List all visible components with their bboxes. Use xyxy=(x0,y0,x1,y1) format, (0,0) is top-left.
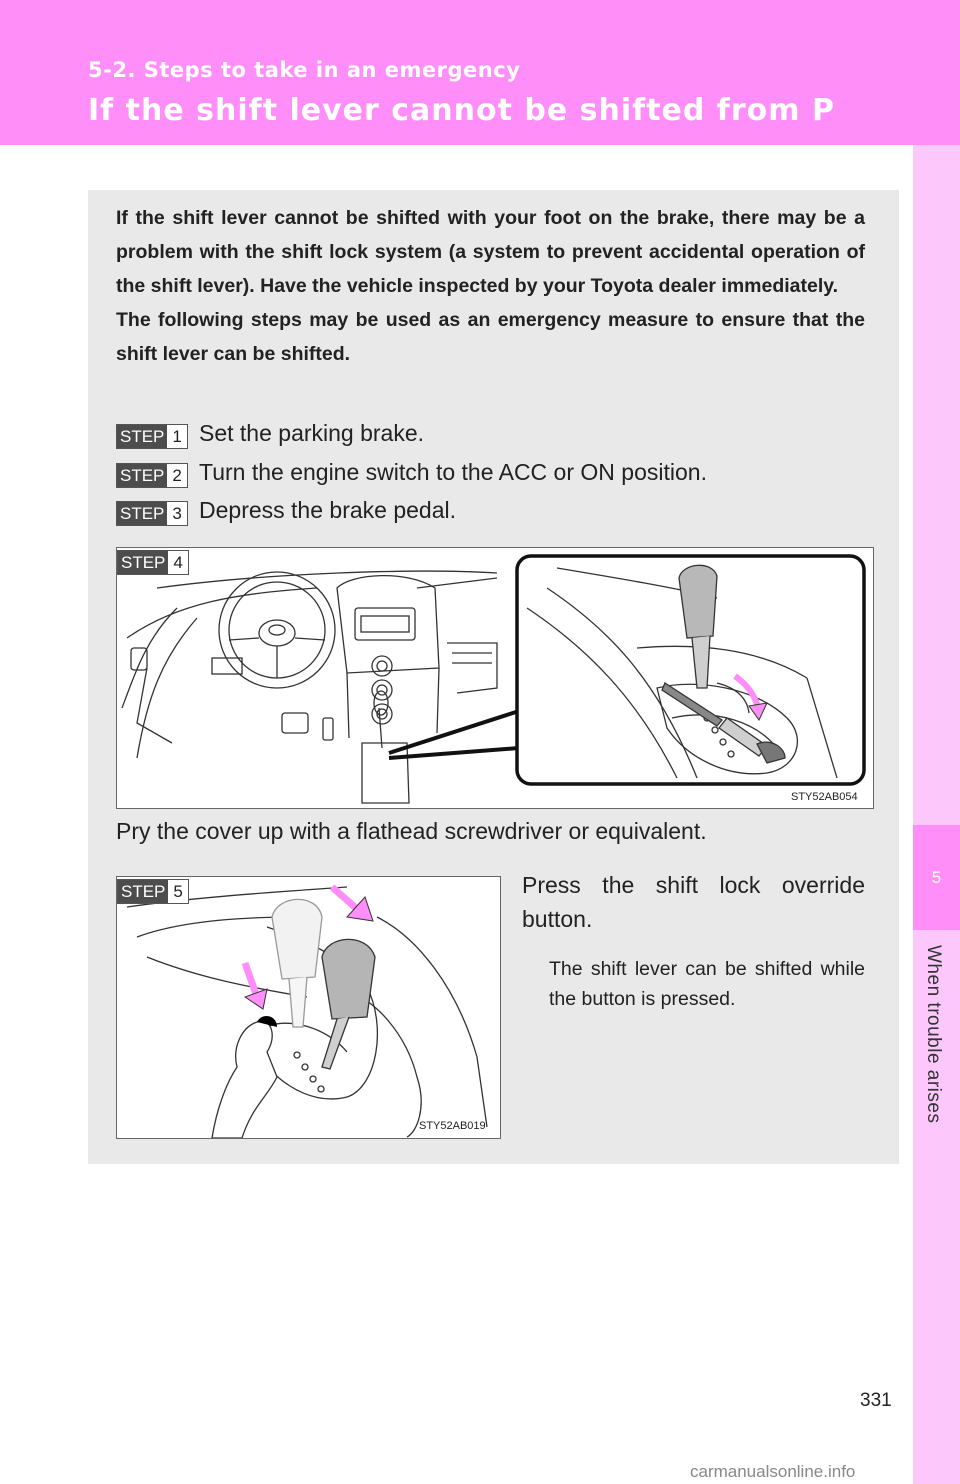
step-badge-number: 1 xyxy=(167,425,186,448)
dashboard-shift-cover-illustration-icon xyxy=(117,548,873,808)
step-text: Set the parking brake. xyxy=(199,420,425,446)
step-badge xyxy=(116,424,188,449)
step-badge-number: 5 xyxy=(168,880,187,903)
step-4-caption: Pry the cover up with a flathead screwdriver or equivalent. xyxy=(116,818,707,844)
step-badge-number: 2 xyxy=(167,464,186,487)
step-badge xyxy=(116,501,188,526)
section-label: 5-2. Steps to take in an emergency xyxy=(88,58,521,82)
intro-text xyxy=(116,201,865,371)
side-strip xyxy=(913,145,960,1484)
chapter-number: 5 xyxy=(931,868,942,887)
shift-lock-override-illustration-icon xyxy=(117,877,500,1138)
step-badge-word: STEP xyxy=(117,425,167,448)
step-badge-number: 3 xyxy=(167,502,186,525)
figure-shift-lock xyxy=(116,876,501,1139)
watermark: carmanualsonline.info xyxy=(690,1462,856,1481)
step-5-text: Press the shift lock override button. xyxy=(522,872,865,932)
intro-paragraph-1: If the shift lever cannot be shifted with your foot on the brake, there may be a problem with the shift lock system (a system to prevent accidental operation of the shift lever). Have the vehicle inspected by your Toyota dealer immediately. xyxy=(116,207,865,297)
step-badge xyxy=(117,550,189,575)
figure-code: STY52AB019 xyxy=(419,1120,486,1132)
intro-paragraph-2: The following steps may be used as an emergency measure to ensure that the shift lever can be shifted. xyxy=(116,309,865,365)
step-5-note: The shift lever can be shifted while the button is pressed. xyxy=(549,958,865,1010)
step-badge xyxy=(117,879,189,904)
figure-dashboard xyxy=(116,547,874,809)
step-badge-number: 4 xyxy=(168,551,187,574)
figure-code: STY52AB054 xyxy=(791,791,858,803)
step-text: Depress the brake pedal. xyxy=(199,497,456,523)
chapter-name: When trouble arises xyxy=(923,945,944,1124)
step-badge-word: STEP xyxy=(118,880,168,903)
page-title: If the shift lever cannot be shifted from P xyxy=(88,93,835,128)
step-badge-word: STEP xyxy=(118,551,168,574)
step-badge-word: STEP xyxy=(117,502,167,525)
page-number: 331 xyxy=(860,1390,892,1411)
step-badge xyxy=(116,463,188,488)
step-badge-word: STEP xyxy=(117,464,167,487)
step-text: Turn the engine switch to the ACC or ON position. xyxy=(199,459,707,485)
